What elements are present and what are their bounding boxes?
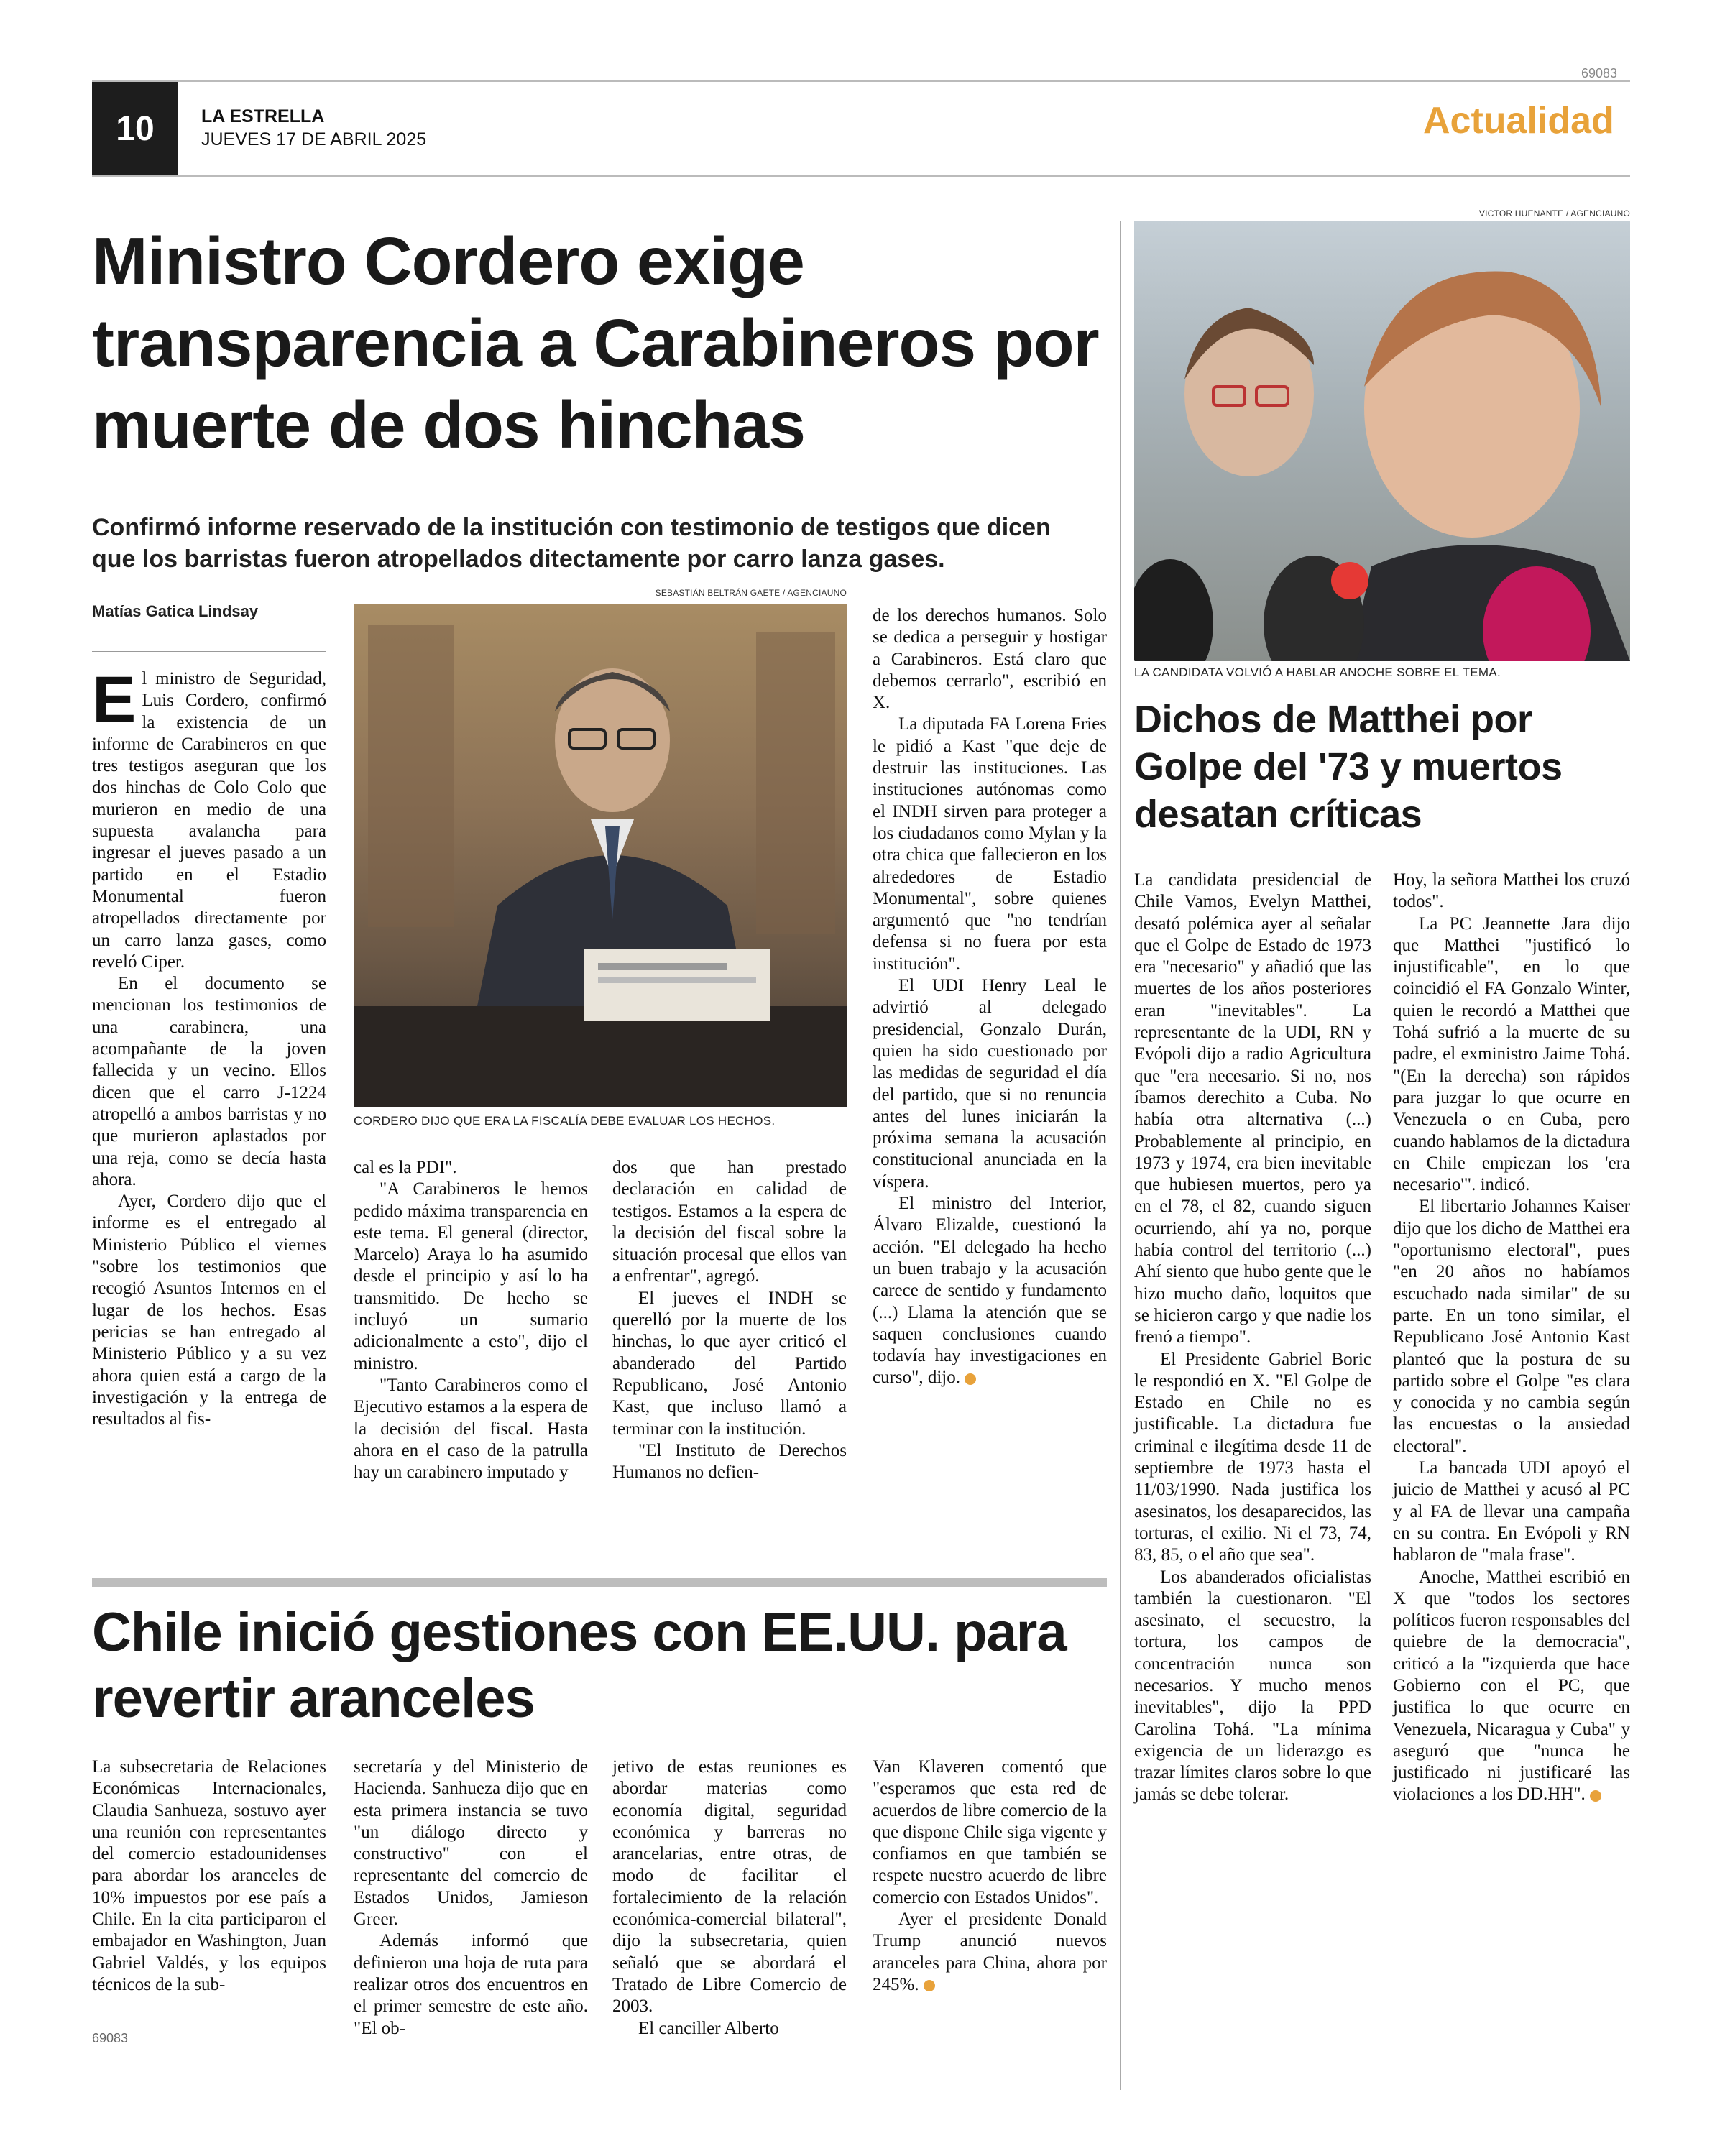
main-col1-para: Ayer, Cordero dijo que el informe es el entregado al Ministerio Público el viernes "sobre los testimonios que recogió Asuntos Internos en el lugar de los hechos. Esas pericias se han entregado al Ministerio Público y a su vez ahora quien está a cargo de la investigación y la entrega de resultados al fis- xyxy=(92,1192,326,1429)
side-col2-para: La bancada UDI apoyó el juicio de Matthei y acusó al PC y al FA de llevar una campaña en su contra. En Evópoli y RN hablaron de "mala frase". xyxy=(1393,1458,1630,1565)
author-byline: Matías Gatica Lindsay xyxy=(92,602,259,620)
side-headline: Dichos de Matthei por Golpe del '73 y muertos desatan críticas xyxy=(1134,698,1563,836)
drop-cap: E xyxy=(92,663,137,737)
main-col2-para: cal es la PDI". xyxy=(354,1158,457,1177)
main-col2-para: "Tanto Carabineros como el Ejecutivo estamos a la espera de la decisión del fiscal. Hasta ahora en el caso de la patrulla hay un carabinero imputado y xyxy=(354,1375,588,1483)
side-col-1 xyxy=(1134,870,1371,1806)
main-col-4 xyxy=(873,605,1107,1389)
side-col-2 xyxy=(1393,870,1630,1806)
side-photo-credit: VICTOR HUENANTE / AGENCIAUNO xyxy=(1478,208,1630,218)
byline-rule xyxy=(92,651,326,652)
bottom-col-1 xyxy=(92,1756,326,1996)
side-col1-para: Los abanderados oficialistas también la cuestionaron. "El asesinato, el secuestro, la tortura, los campos de concentración nunca son necesarios. Y mucho menos inevitables", dijo la PPD Carolina Tohá. "La mínima exigencia de un liderazgo es trazar límites claros sobre lo que jamás se debe tolerar. xyxy=(1134,1567,1371,1805)
main-col-3 xyxy=(612,1157,847,1483)
main-subhead: Confirmó informe reservado de la institución con testimonio de testigos que dicen que los barristas fueron atropellados ditectamente por carro lanza gases. xyxy=(92,514,1051,573)
main-col4-para: La diputada FA Lorena Fries le pidió a Kast "que deje de destruir las instituciones. Las instituciones autónomas como el INDH sirven para proteger a los ciudadanos como Mylan y la otra chica que fallecieron en los alrededores de Estadio Monumental", sobre quienes argumentó que "no tendrían defensa si no fuera por esta institución". xyxy=(873,714,1107,974)
matthei-photo-graphic xyxy=(1134,221,1630,661)
main-photo-credit: SEBASTIÁN BELTRÁN GAETE / AGENCIAUNO xyxy=(655,588,847,598)
bottom-col2-para: secretaría y del Ministerio de Hacienda. Sanhueza dijo que en esta primera instancia se tuvo "un diálogo directo y constructivo" con el representante del comercio de Estados Unidos, Jamieson Greer. xyxy=(354,1757,588,1930)
cordero-photo xyxy=(354,604,847,1107)
bottom-headline: Chile inició gestiones con EE.UU. para revertir aranceles xyxy=(92,1602,1067,1729)
main-headline: Ministro Cordero exige transparencia a Carabineros por muerte de dos hinchas xyxy=(92,224,1099,462)
side-photo-caption: LA CANDIDATA VOLVIÓ A HABLAR ANOCHE SOBRE EL TEMA. xyxy=(1134,665,1501,679)
bottom-col1-para: La subsecretaria de Relaciones Económicas Internacionales, Claudia Sanhueza, sostuvo ayer una reunión con representantes del comercio estadounidenses para abordar los aranceles de 10% impuestos por ese país a Chile. En la cita participaron el embajador en Washington, Juan Gabriel Valdés, y los equipos técnicos de la sub- xyxy=(92,1757,326,1994)
side-col2-para: El libertario Johannes Kaiser dijo que los dicho de Matthei era "oportunismo electoral", pues "en 20 años no habíamos escuchado nada similar" de su parte. En un tono similar, el Republicano José Antonio Kast planteó que la postura de su partido sobre el Golpe "es clara y conocida y no cambia según las encuestas o la ansiedad electoral". xyxy=(1393,1197,1630,1456)
side-col2-para: Hoy, la señora Matthei los cruzó todos". xyxy=(1393,870,1630,912)
main-col2-para: "A Carabineros le hemos pedido máxima transparencia en este tema. El general (director, Marcelo) Araya lo ha asumido desde el principio y así lo ha transmitido. De hecho se incluyó un sumario adicionalmente a esto", dijo el ministro. xyxy=(354,1179,588,1373)
page-number-box xyxy=(92,82,178,175)
end-mark-icon xyxy=(1590,1790,1601,1802)
main-col-1 xyxy=(92,663,326,1430)
main-col1-para: El ministro de Seguridad, Luis Cordero, confirmó la existencia de un informe de Carabineros en que tres testigos aseguran que los dos hinchas de Colo Colo que murieron en medio de una supuesta avalancha para ingresar el jueves pasado a un partido en el Estadio Monumental fueron atropellados directamente por un carro lanza gases, como reveló Ciper. xyxy=(92,663,326,972)
column-divider xyxy=(1120,221,1121,2090)
side-col2-para: Anoche, Matthei escribió en X que "todos los sectores políticos fueron responsables del quiebre de la democracia", criticó a la "izquierda que hace Gobierno con el PC, que justifica lo que ocurre en Venezuela, Nicaragua y Cuba" y aseguró que "nunca he justificado ni justificaré las violaciones a los DD.HH". xyxy=(1393,1567,1630,1805)
side-col1-para: La candidata presidencial de Chile Vamos, Evelyn Matthei, desató polémica ayer al señalar que el Golpe de Estado de 1973 era "necesario" y añadió que las muertes de los años posteriores eran "inevitables". La representante de la UDI, RN y Evópoli dijo a radio Agricultura que "era necesario. Si no, nos íbamos derechito a Cuba. No había otra alternativa (...) Probablemente al principio, en 1973 y 1974, era bien inevitable que hubiesen muertos, pero ya en el 78, el 82, cuando siguen ocurriendo, ahí ya no, porque había control del territorio (...) Ahí siento que hubo gente que le hizo mucho daño, loquitos que se hicieron cargo y que nadie los frenó a tiempo". xyxy=(1134,870,1371,1348)
bottom-article-rule xyxy=(92,1578,1107,1587)
main-col4-para: El ministro del Interior, Álvaro Elizalde, cuestionó la acción. "El delegado ha hecho un buen trabajo y la acusación carece de sentido y fundamento (...) Llama la atención que se saquen conclusiones cuando todavía hay investigaciones en curso", dijo. xyxy=(873,1194,1107,1388)
main-col3-para: El jueves el INDH se querelló por la muerte de los hinchas, lo que ayer criticó el abanderado del Partido Republicano, José Antonio Kast, que incluso llamó a terminar con la institución. xyxy=(612,1288,847,1439)
main-col3-para: dos que han prestado declaración en calidad de testigos. Estamos a la espera de la decisión del fiscal sobre la situación procesal que ellos van a enfrentar", agregó. xyxy=(612,1158,847,1286)
end-mark-icon xyxy=(965,1373,976,1385)
main-col4-para: El UDI Henry Leal le advirtió al delegado presidencial, Gonzalo Durán, quien ha sido cuestionado por las medidas de seguridad el día del partido, que si no renuncia antes del lunes iniciarán la próxima semana la acusación constitucional anunciada en la víspera. xyxy=(873,976,1107,1192)
bottom-col-4 xyxy=(873,1756,1107,1996)
bottom-col3-para: jetivo de estas reuniones es abordar materias como economía digital, seguridad económica y barreras no arancelarias, entre otras, de modo de facilitar el fortalecimiento de la relación económica-comercial bilateral", dijo la subsecretaria, quien señaló que se abordará el Tratado de Libre Comercio de 2003. xyxy=(612,1757,847,2017)
main-col3-para: "El Instituto de Derechos Humanos no defien- xyxy=(612,1440,847,1483)
bottom-col4-para: Van Klaveren comentó que "esperamos que esta red de acuerdos de libre comercio de la que dispone Chile siga vigente y confiamos en que también se respete nuestro acuerdo de libre comercio con Estados Unidos". xyxy=(873,1757,1107,1907)
bottom-col-3 xyxy=(612,1756,847,2040)
page-code-bottom: 69083 xyxy=(92,2031,129,2045)
section-label: Actualidad xyxy=(1423,100,1614,142)
matthei-photo xyxy=(1134,221,1630,661)
side-col1-para: El Presidente Gabriel Boric le respondió en X. "El Golpe de Estado en Chile no es justificable. La dictadura fue criminal e ilegítima desde 11 de septiembre de 1973 hasta el 11/03/1990. Nada justifica los asesinatos, los desaparecidos, las torturas, el exilio. Ni el 73, 74, 83, 85, o el año que sea". xyxy=(1134,1349,1371,1565)
header-rule xyxy=(92,80,1630,82)
issue-date: JUEVES 17 DE ABRIL 2025 xyxy=(201,129,427,149)
end-mark-icon xyxy=(924,1980,935,1991)
main-col1-para: En el documento se mencionan los testimonios de una carabinera, una acompañante de la joven fallecida y un vecino. Ellos dicen que el carro J-1224 atropelló a ambos barristas y no que murieron aplastados por una reja, como se decía hasta ahora. xyxy=(92,974,326,1189)
main-photo-caption: CORDERO DIJO QUE ERA LA FISCALÍA DEBE EVALUAR LOS HECHOS. xyxy=(354,1114,776,1128)
bottom-col4-para: Ayer el presidente Donald Trump anunció nuevos aranceles para China, ahora por 245%. xyxy=(873,1909,1107,1994)
cordero-photo-graphic xyxy=(354,604,847,1107)
main-col-2 xyxy=(354,1157,588,1483)
bottom-col-2 xyxy=(354,1756,588,2040)
paper-name: LA ESTRELLA xyxy=(201,106,325,126)
header-bottom-rule xyxy=(92,175,1630,177)
page-number: 10 xyxy=(116,109,155,148)
bottom-col2-para: Además informó que definieron una hoja de ruta para realizar otros dos encuentros en el primer semestre de este año. "El ob- xyxy=(354,1931,588,2038)
bottom-col3-para: El canciller Alberto xyxy=(638,2018,779,2038)
page-code-top: 69083 xyxy=(1581,66,1618,80)
main-col4-para: de los derechos humanos. Solo se dedica a perseguir y hostigar a Carabineros. Está claro que debemos cerrarlo", escribió en X. xyxy=(873,606,1107,713)
side-col2-para: La PC Jeannette Jara dijo que Matthei "justificó lo injustificable", en lo que coincidió el FA Gonzalo Winter, quien le recordó a Matthei que Tohá sufrió a la muerte de su padre, el exministro Jaime Tohá. "(En la derecha) son rápidos para juzgar lo que ocurre en Venezuela o en Cuba, pero cuando hablamos de la dictadura en Chile empiezan los 'era necesario'". indicó. xyxy=(1393,913,1630,1195)
